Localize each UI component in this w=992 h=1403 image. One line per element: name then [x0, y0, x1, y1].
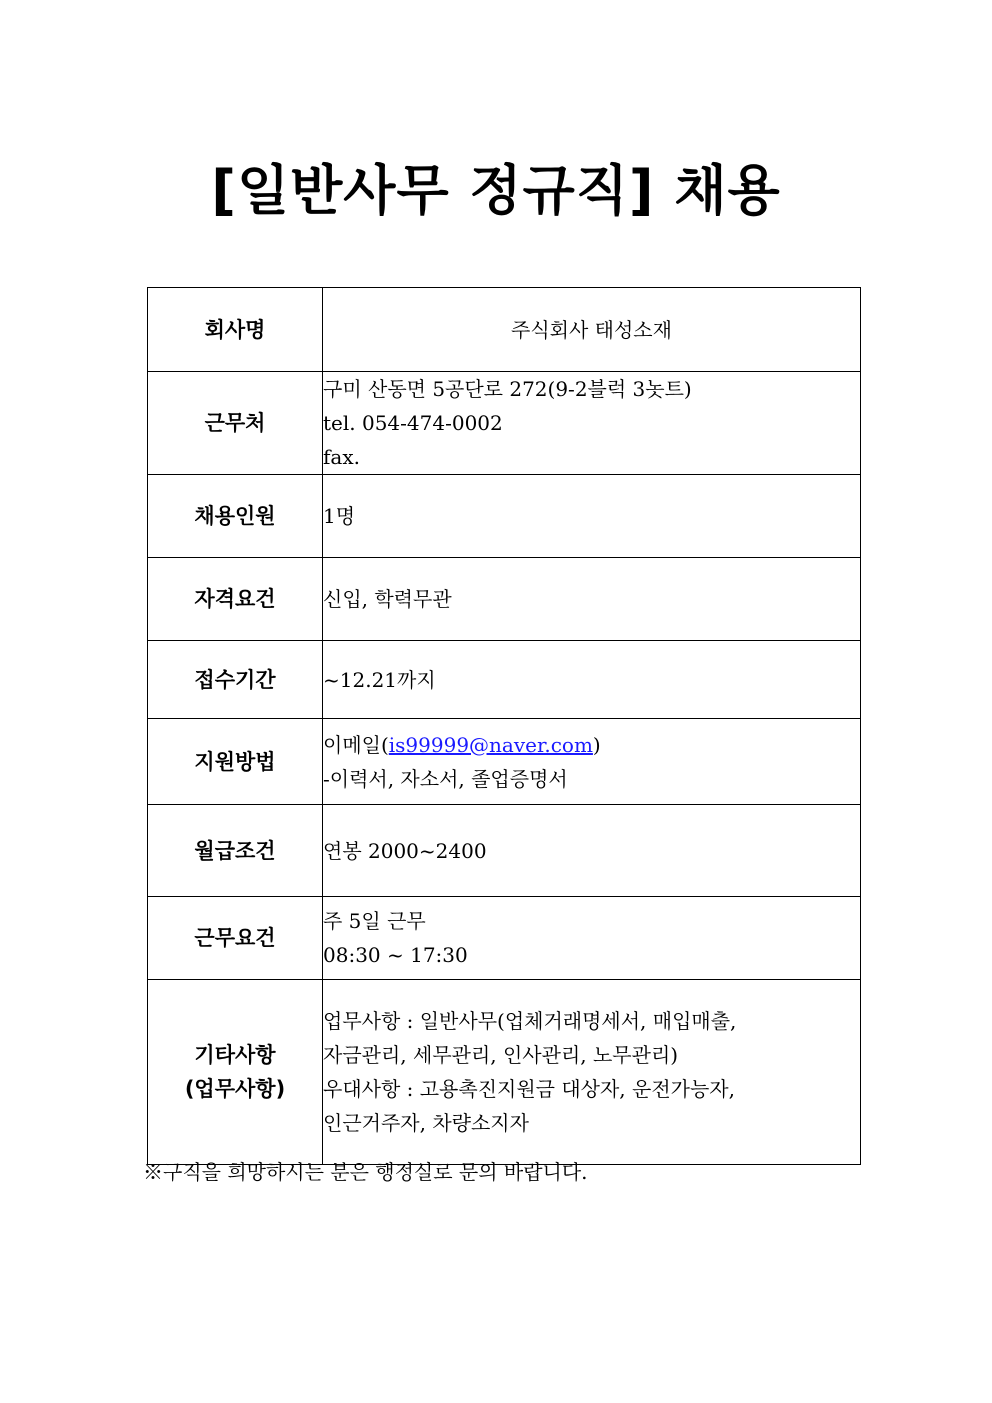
apply-documents: -이력서, 자소서, 졸업증명서 — [323, 766, 568, 791]
period-label: 접수기간 — [148, 641, 323, 719]
qualification-value — [323, 558, 861, 641]
other-label-line-1: 기타사항 — [194, 1043, 276, 1067]
email-prefix: 이메일( — [323, 732, 389, 757]
workplace-tel: tel. 054-474-0002 — [323, 411, 503, 435]
other-label-line-2: (업무사항) — [184, 1077, 286, 1101]
workplace-fax: fax. — [323, 445, 360, 469]
table-row-salary — [148, 805, 861, 897]
table-row-apply — [148, 719, 861, 805]
apply-email-line — [323, 728, 860, 762]
salary-label: 월급조건 — [148, 805, 323, 897]
job-info-table — [147, 287, 861, 1165]
workplace-address: 구미 산동면 5공단로 272(9-2블럭 3놋트) — [323, 377, 692, 401]
period-text: ~12.21까지 — [323, 667, 436, 692]
footnote: ※구직을 희망하시는 분은 행정실로 문의 바랍니다. — [143, 1160, 588, 1184]
email-link[interactable]: is99999@naver.com — [388, 732, 593, 757]
work-hours: 08:30 ~ 17:30 — [323, 943, 468, 967]
company-name: 주식회사 태성소재 — [511, 317, 672, 342]
salary-text: 연봉 2000~2400 — [323, 838, 487, 863]
headcount-value — [323, 475, 861, 558]
workplace-value — [323, 372, 861, 475]
company-label: 회사명 — [148, 288, 323, 372]
table-row-qualification — [148, 558, 861, 641]
work-conditions-value — [323, 897, 861, 980]
qualification-text: 신입, 학력무관 — [323, 587, 452, 611]
table-row-headcount — [148, 475, 861, 558]
table-row-company — [148, 288, 861, 372]
qualification-label: 자격요건 — [148, 558, 323, 641]
duty-line-1: 업무사항 : 일반사무(업체거래명세서, 매입매출, — [323, 1009, 737, 1033]
duty-line-2: 자금관리, 세무관리, 인사관리, 노무관리) — [323, 1043, 679, 1067]
workplace-label: 근무처 — [148, 372, 323, 475]
other-label — [148, 980, 323, 1165]
table-row-workplace — [148, 372, 861, 475]
page-title: [일반사무 정규직] 채용 — [211, 159, 781, 222]
table-row-period — [148, 641, 861, 719]
table-row-other — [148, 980, 861, 1165]
preference-line-1: 우대사항 : 고용촉진지원금 대상자, 운전가능자, — [323, 1077, 735, 1101]
email-suffix: ) — [592, 732, 601, 757]
apply-label: 지원방법 — [148, 719, 323, 805]
preference-line-2: 인근거주자, 차량소지자 — [323, 1111, 529, 1135]
other-value — [323, 980, 861, 1165]
table-row-work-conditions — [148, 897, 861, 980]
headcount-label: 채용인원 — [148, 475, 323, 558]
period-value — [323, 641, 861, 719]
headcount-text: 1명 — [323, 504, 356, 528]
salary-value — [323, 805, 861, 897]
work-conditions-label: 근무요건 — [148, 897, 323, 980]
work-days: 주 5일 근무 — [323, 909, 426, 933]
company-value — [323, 288, 861, 372]
apply-value — [323, 719, 861, 805]
